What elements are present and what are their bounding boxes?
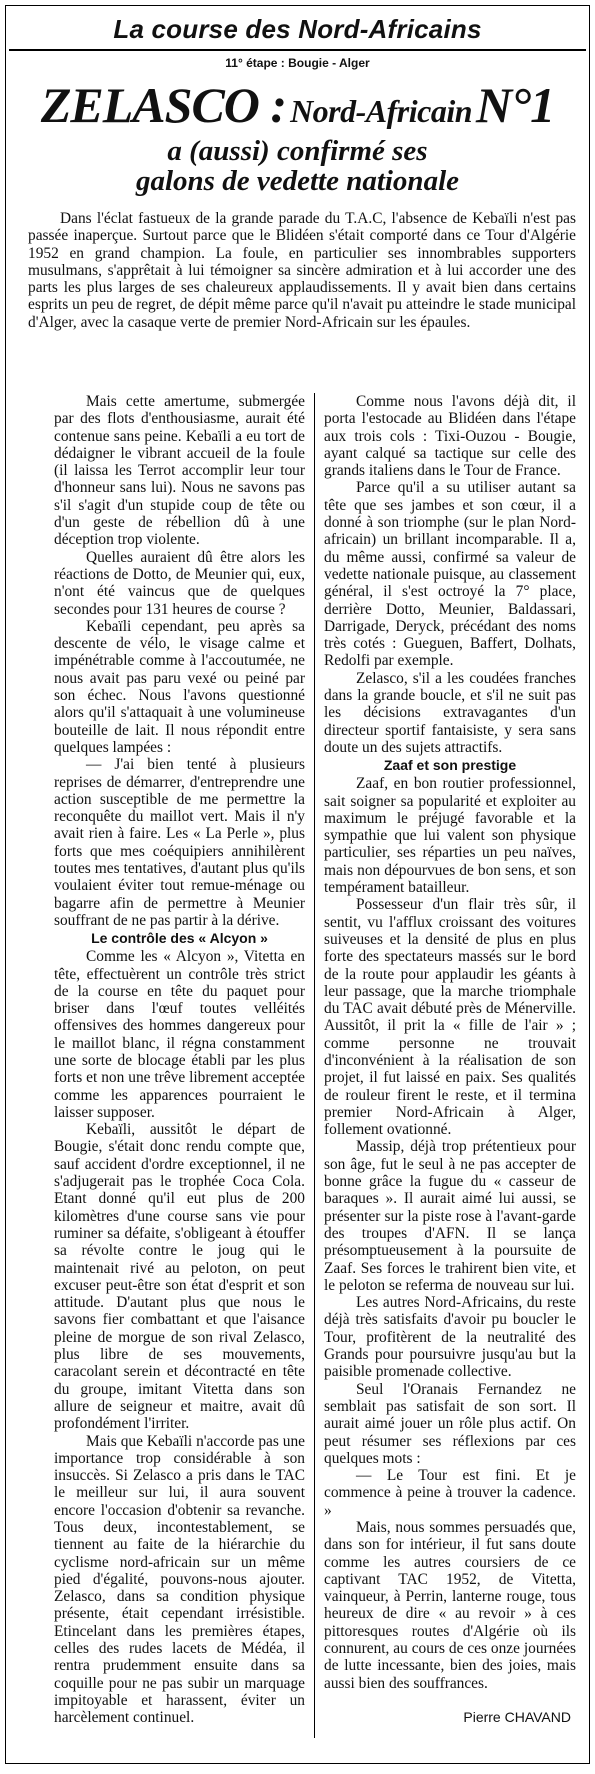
- left-column: [54, 393, 305, 1727]
- right-column: [324, 393, 576, 1692]
- paragraph: Kebaïli cependant, peu après sa descente de vélo, le visage calme et impénétrable comme à l'accoutumée, ne nous avait pas paru vexé ou peiné par son échec. Nous l'avons questionné alors qu'il s'attaquait à une volumineuse bouteille de lait. Il nous répondit entre quelques lampées :: [54, 617, 305, 756]
- section-band: [9, 9, 586, 51]
- paragraph: Kebaïli, aussitôt le départ de Bougie, s'était donc rendu compte que, sauf accident d'ordre exceptionnel, il ne s'adjugerait pas le trophée Coca Cola. Etant donné qu'il eut plus de 200 kilomètres d'une course sans vie pour ruminer sa défaite, s'obligeant à étouffer sa révolte contre le joug qui le maintenait rivé au peloton, on peut excuser peut-être son état d'esprit et son attitude. D'autant plus que nous le savons fier combattant et que l'aisance pleine de morgue de son rival Zelasco, plus libre de ses mouvements, caracolant serein et décontracté en tête du groupe, imitant Vitetta dans son allure de seigneur et maitre, avait dû profondément l'irriter.: [54, 1121, 305, 1433]
- lead-paragraph: [28, 210, 576, 331]
- paragraph: Seul l'Oranais Fernandez ne semblait pas satisfait de son sort. Il aurait aimé jouer un rôle plus actif. On peut résumer ses réflexions par ces quelques mots :: [324, 1380, 576, 1467]
- paragraph: Zelasco, s'il a les coudées franches dans la grande boucle, et s'il ne suit pas les décisions extravagantes d'un directeur sportif fantaisiste, y sera sans doute un des sujets attractifs.: [324, 669, 576, 756]
- column-divider: [314, 393, 315, 1738]
- headline-name: ZELASCO :: [40, 77, 287, 133]
- paragraph: Parce qu'il a su utiliser autant sa tête que ses jambes et son cœur, il a donné à son triomphe (sur le plan Nord-africain) un brillant incomparable. Il a, du même aussi, confirmé sa valeur de vedette nationale puisque, au classement général, il s'est octroyé la 7° place, derrière Dotto, Meunier, Baldassari, Darrigade, Deryck, précédant des noms très cotés : Gueguen, Baffert, Dolhats, Redolfi par exemple.: [324, 479, 576, 670]
- paragraph: Comme nous l'avons déjà dit, il porta l'estocade au Blidéen dans l'étape aux trois cols : Tixi-Ouzou - Bougie, ayant calqué sa tactique sur celle des grands italiens dans le Tour de France.: [324, 393, 576, 480]
- headline-middle: Nord-Africain: [290, 93, 473, 129]
- paragraph: Mais cette amertume, submergée par des flots d'enthousiasme, aurait été contenue sans peine. Kebaïli a eu tort de dédaigner le vibrant accueil de la foule (il laissa les Terrot accomplir leur tour d'honneur sans lui). Nous ne savons pas s'il s'agit d'un stupide coup de tête ou d'un geste de rébellion dû à une déception trop violente.: [54, 393, 305, 549]
- paragraph: Les autres Nord-Africains, du reste déjà très satisfaits d'avoir pu boucler le Tour, profitèrent de la neutralité des Grands pour poursuivre jusqu'au but la paisible promenade collective.: [324, 1294, 576, 1381]
- author-byline: Pierre CHAVAND: [463, 1709, 571, 1725]
- paragraph: — Le Tour est fini. Et je commence à peine à trouver la cadence. »: [324, 1467, 576, 1519]
- headline-line-1: [6, 76, 589, 134]
- headline-line-3: galons de vedette nationale: [136, 165, 459, 197]
- paragraph: Massip, déjà trop prétentieux pour son âge, fut le seul à ne pas accepter de bonne grâce la fugue du « casseur de baraques ». Il aurait aimé lui aussi, se présenter sur la piste rose à l'avant-garde des troupes d'AFN. Il se lança présomptueusement à la poursuite de Zaaf. Ses forces le trahirent bien vite, et le peloton se referma de nouveau sur lui.: [324, 1138, 576, 1294]
- paragraph: Comme les « Alcyon », Vitetta en tête, effectuèrent un contrôle très strict de la course en tête du paquet pour briser dans l'œuf toutes velléités offensives des hommes dangereux pour le maillot blanc, il régna constamment une sorte de blocage établi par les plus forts et non une trêve librement acceptée comme les apparences pourraient le laisser supposer.: [54, 948, 305, 1121]
- subheading-zaaf: Zaaf et son prestige: [383, 757, 517, 774]
- paragraph: Possesseur d'un flair très sûr, il sentit, vu l'afflux croissant des voitures suiveuses et la densité de plus en plus forte des spectateurs massés sur le bord de la route pour applaudir les géants à leur passage, que la marche triomphale du TAC avait débuté près de Ménerville. Aussitôt, il prit la « fille de l'air » ; comme personne ne trouvait d'inconvénient à la réalisation de son projet, il fut laissé en paix. Ses qualités de rouleur firent le reste, et il termina premier Nord-Africain à Alger, follement ovationné.: [324, 896, 576, 1139]
- paragraph: Mais, nous sommes persuadés que, dans son for intérieur, il fut sans doute comme les autres coursiers de ce captivant TAC 1952, de Vitetta, vainqueur, à Perrin, lanterne rouge, tous heureux de dire « au revoir » à ces pittoresques routes d'Algérie où ils connurent, au cours de ces onze journées de lutte incessante, bien des joies, mais aussi bien des souffrances.: [324, 1519, 576, 1692]
- article-page: [5, 5, 590, 1764]
- lead-text: Dans l'éclat fastueux de la grande parade du T.A.C, l'absence de Kebaïli n'est pas passée inaperçue. Surtout parce que le Blidéen s'était comporté dans ce Tour d'Algérie 1952 en grand champion. La foule, en particulier ses innombrables supporters musulmans, s'apprêtait à lui témoigner sa sincère admiration et à lui accorder une des parts les plus larges de ses chaleureux applaudissements. Il y avait bien dans certains esprits un peu de regret, de dépit même parce qu'il n'avait pu atteindre le stade municipal d'Alger, avec la casaque verte de premier Nord-Africain sur les épaules.: [28, 210, 576, 331]
- paragraph: Mais que Kebaïli n'accorde pas une importance trop considérable à son insuccès. Si Zelasco a pris dans le TAC le meilleur sur lui, il aura souvent encore l'occasion d'obtenir sa revanche. Tous deux, incontestablement, se tiennent au faite de la hiérarchie du cyclisme nord-africain sur un même pied d'égalité, pouvons-nous ajouter. Zelasco, dans sa condition physique présente, était cependant irrésistible. Etincelant dans les premières étapes, celles des rudes lacets de Médéa, il rentra prudemment ensuite dans sa coquille pour ne pas subir un marquage impitoyable et harassent, éviter un harcèlement continuel.: [54, 1432, 305, 1727]
- paragraph: Quelles auraient dû être alors les réactions de Dotto, de Meunier qui, eux, n'ont été vaincus que de quelques secondes pour 131 heures de course ?: [54, 548, 305, 618]
- paragraph: Zaaf, en bon routier professionnel, sait soigner sa popularité et exploiter au maximum le préjugé favorable et la sympathie que lui valent son physique particulier, ses réparties un peu naïves, mais non dépourvues de bon sens, et son tempérament batailleur.: [324, 775, 576, 897]
- section-title: La course des Nord-Africains: [113, 14, 482, 44]
- subheading-alcyon: Le contrôle des « Alcyon »: [91, 930, 268, 947]
- headline-subtitle: [6, 136, 589, 196]
- paragraph: — J'ai bien tenté à plusieurs reprises de démarrer, d'entreprendre une action susceptible de me permettre la reconquête du maillot vert. Mais il n'y avait rien à faire. Les « La Perle », plus forts que mes coéquipiers annihilèrent toutes mes tentatives, d'autant plus qu'ils voulaient éviter tout remue-ménage ou bagarre afin de permettre à Meunier souffrant de ne pas partir à la dérive.: [54, 756, 305, 929]
- headline-line-2: a (aussi) confirmé ses: [167, 135, 428, 167]
- headline-number: N°1: [476, 77, 555, 133]
- stage-label: 11° étape : Bougie - Alger: [225, 56, 370, 70]
